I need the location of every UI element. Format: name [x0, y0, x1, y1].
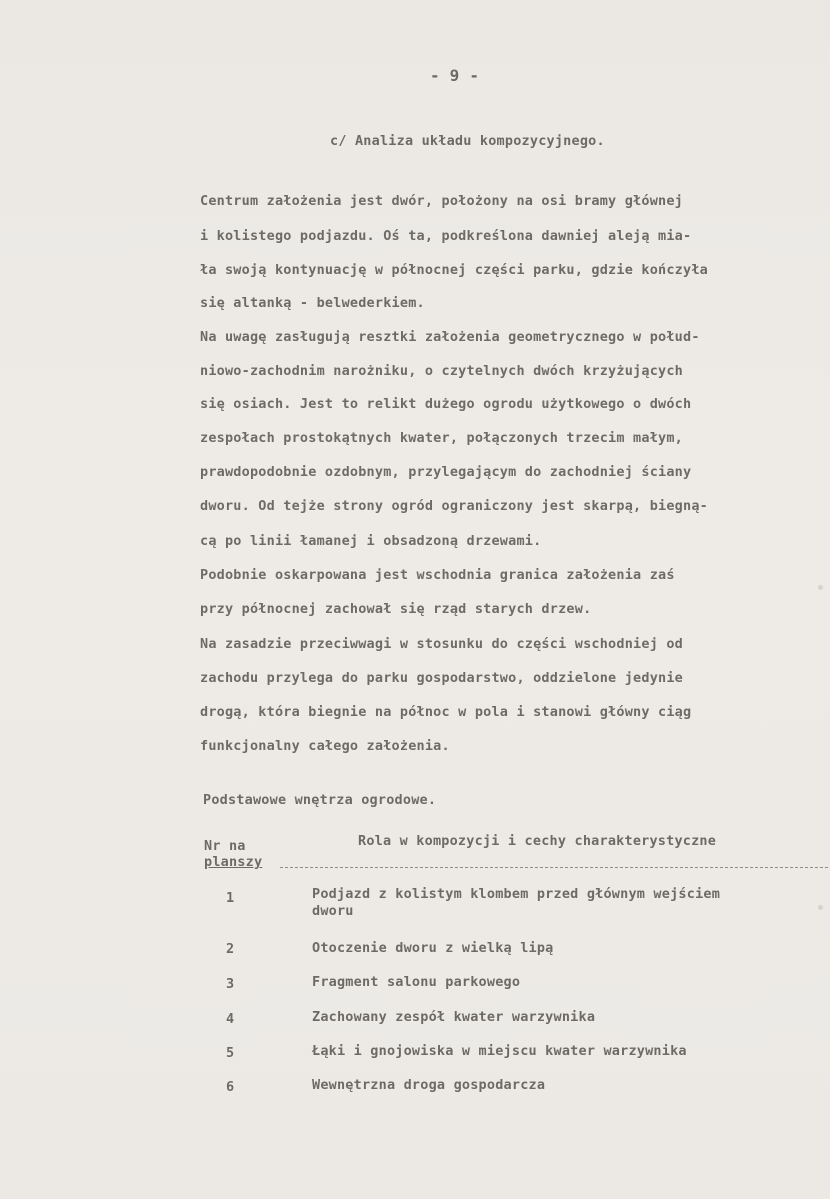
paragraph-line: niowo-zachodnim narożniku, o czytelnych dwóch krzyżujących [200, 363, 684, 379]
table-row-number: 2 [226, 941, 235, 957]
paragraph-line: przy północnej zachował się rząd starych drzew. [200, 601, 592, 617]
table-row-number: 4 [226, 1011, 235, 1027]
table-header-nr [204, 838, 262, 870]
table-row-number: 1 [226, 890, 235, 906]
binder-hole [818, 905, 823, 910]
paragraph-line: Centrum założenia jest dwór, położony na osi bramy głównej [200, 193, 684, 209]
subheading: Podstawowe wnętrza ogrodowe. [203, 792, 437, 808]
page-number: - 9 - [430, 66, 480, 85]
table-row-text: Łąki i gnojowiska w miejscu kwater warzywnika [312, 1043, 687, 1059]
table-row-text: Zachowany zespół kwater warzywnika [312, 1009, 596, 1025]
paragraph-line: ła swoją kontynuację w północnej części parku, gdzie kończyła [200, 262, 708, 278]
paragraph-line: się osiach. Jest to relikt dużego ogrodu użytkowego o dwóch [200, 396, 692, 412]
table-row-text: Fragment salonu parkowego [312, 974, 521, 990]
table-row-text [312, 886, 720, 920]
table-row-number: 3 [226, 976, 235, 992]
table-row-text-line: dworu [312, 903, 354, 919]
paragraph-line: Na uwagę zasługują resztki założenia geometrycznego w połud- [200, 329, 700, 345]
paragraph-line: Podobnie oskarpowana jest wschodnia granica założenia zaś [200, 567, 675, 583]
table-header-nr-line: Nr na [204, 838, 246, 854]
table-header-rule [280, 867, 828, 868]
table-header-rola: Rola w kompozycji i cechy charakterystyczne [358, 833, 717, 849]
paragraph-line: Na zasadzie przeciwwagi w stosunku do części wschodniej od [200, 636, 684, 652]
table-row-number: 5 [226, 1045, 235, 1061]
table-row-text-line: Podjazd z kolistym klombem przed głównym wejściem [312, 886, 721, 902]
paragraph-line: funkcjonalny całego założenia. [200, 738, 450, 754]
paragraph-line: zachodu przylega do parku gospodarstwo, oddzielone jedynie [200, 670, 684, 686]
section-title: c/ Analiza układu kompozycyjnego. [330, 133, 605, 149]
paragraph-line: dworu. Od tejże strony ogród ograniczony jest skarpą, biegną- [200, 498, 708, 514]
binder-hole [818, 585, 823, 590]
table-header-nr-line: planszy [204, 854, 263, 870]
table-row-text: Otoczenie dworu z wielką lipą [312, 940, 554, 956]
paragraph-line: drogą, która biegnie na północ w pola i stanowi główny ciąg [200, 704, 692, 720]
table-row-text: Wewnętrzna droga gospodarcza [312, 1077, 546, 1093]
paragraph-line: i kolistego podjazdu. Oś ta, podkreślona dawniej aleją mia- [200, 228, 692, 244]
paragraph-line: się altanką - belwederkiem. [200, 295, 425, 311]
paragraph-line: zespołach prostokątnych kwater, połączonych trzecim małym, [200, 430, 684, 446]
paragraph-line: cą po linii łamanej i obsadzoną drzewami. [200, 533, 542, 549]
paragraph-line: prawdopodobnie ozdobnym, przylegającym do zachodniej ściany [200, 464, 692, 480]
table-row-number: 6 [226, 1079, 235, 1095]
